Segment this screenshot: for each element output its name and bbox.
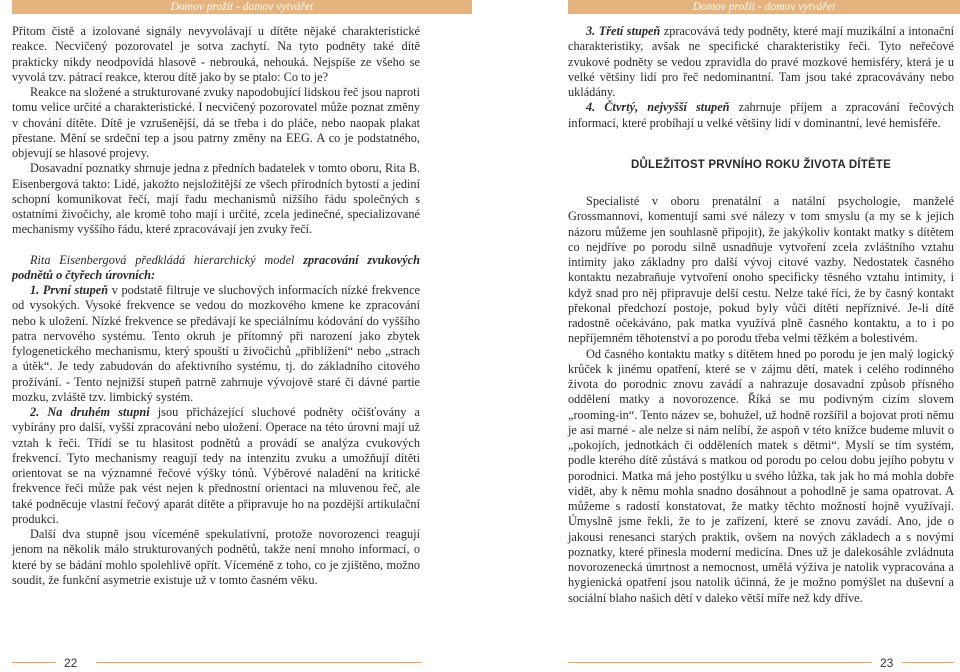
level-1-label: První stupeň <box>42 283 109 297</box>
level-1-number: 1. <box>30 283 43 297</box>
left-page <box>12 0 472 672</box>
left-running-header: Domov prožít - domov vytvářet <box>12 0 472 14</box>
left-footer-rule-right <box>96 662 422 663</box>
right-footer-rule-left <box>568 662 872 663</box>
left-footer-rule-left <box>12 662 56 663</box>
level-4-text: zahrnuje příjem a zpracování řečových informací, které probíhají u velké většiny lidí v dominantní, levé hemisféře. <box>568 100 954 130</box>
level-4-number: 4. <box>586 100 605 115</box>
section-heading: DŮLEŽITOST PRVNÍHO ROKU ŽIVOTA DÍTĚTE <box>631 158 891 171</box>
level-3-number: 3. <box>586 24 599 38</box>
level-2-paragraph <box>12 405 420 527</box>
level-2-label: Na druhém stupni <box>47 405 150 419</box>
level-2-text: jsou přicházející sluchové podněty očišťovány a vybírány pro další, vyšší zpracování nebo uložení. Operace na této úrovni mají už vztah k řeči. Třídí se tu hlasitost podnětů a provádí se analýza cvukových frekvencí. Tyto mechanismy reagují tedy na intenzitu zvuku a umožňují dítěti orientovat se na významné řečové výšky tónů. Výběrové naladění na kritické frekvence řeči může pak vést nejen k přednostní orientaci na mluvenou řeč, ale také podněcuje vlastní řečový aparát dítěte a připravuje ho na pozdější artikulační produkci. <box>12 405 420 526</box>
level-3-paragraph <box>568 24 954 100</box>
level-1-paragraph <box>12 283 420 405</box>
left-paragraph-last: Další dva stupně jsou víceméně spekulativní, protože novorozenci reagují jenom na několik málo strukturovaných podnětů, takže není mnoho informací, o které by se bádání mohlo spolehlivě opřít. Víceméně z toho, co je zjištěno, možno soudit, že funkční asymetrie existuje už v tomto časném věku. <box>12 527 420 587</box>
hierarchy-intro-emphasis: zpracování zvukových podnětů o čtyřech úrovních: <box>12 252 420 282</box>
right-paragraph-2: Od časného kontaktu matky s dítětem hned po porodu je jen malý logický krůček k jinému opatření, které se v zájmu dětí, matek i celého rodinného života do porodnic znovu zavádí a nahrazuje dosavadní způsob přísného oddělení matky a novorozence. Říká se mu podivným cizím slovem „rooming-in“. Tento název se, bohužel, už hodně rozšířil a bojovat proti němu je asi marné - ale nelze si nám nelíbí, že aspoň v této knížce budeme mluvit o „pokojích, jednotkách či odděleních matek s dětmi“. Myslí se tím systém, podle kterého dítě zůstává s matkou od porodu po celou dobu jejího pobytu v porodnici. Matka má jeho postýlku u svého lůžka, tak jak ho má mohla dobře vidět, aby k němu mohla snadno dosáhnout a pohodlně je sama opatrovat. A můžeme s radostí konstatovat, že matky těchto možností hojně využívají. Úmyslně jsme řekli, že to je zařízení, které se znovu zavádí. Ano, jde o jakousi renesanci starých praktik, ovšem na nových základech a s novými poznatky, které přinesla moderní medicína. Dnes už je dalekosáhle zvládnuta novorozenecká úmrtnost a nemocnost, umělá výživa je natolik vypracována a hygienická opatření jsou natolik účinná, že je možno pomýšlet na duševní a sociální blaho našich dětí v daleko větší míře než kdy dříve. <box>568 346 954 605</box>
left-paragraph-1: Přitom čistě a izolované signály nevyvolávají u dítěte nějaké charakteristické reakce. Necvičený pozorovatel je sotva zachytí. Na tyto podněty také dítě prakticky nikdy neodpovídá hlasově - nebrouká, nehouká. Nejspíše ze všeho se vyvolá tzv. pátrací reakce, kterou dítě jako by se ptalo: Co to je? <box>12 24 420 84</box>
level-4-paragraph <box>568 100 954 131</box>
level-3-text: zpracovává tedy podněty, které mají muzikální a intonační charakteristiky, avšak ne specifické charakteristiky řeči. Tyto neřečové zvukové podněty se vedou zpravidla do pravé mozkové hemisféry, která je u velké většiny lidí pro řeč nedominantní. Tam jsou také zpracovávány nebo ukládány. <box>568 24 955 99</box>
level-1-text: v podstatě filtruje ve sluchových informacích nízké frekvence od vysokých. Vysoké frekvence se vedou do mozkového kmene ke zpracování nebo k uložení. Nízké frekvence se předávají ke speciálnímu kódování do vyššího patra nervového systému. Tento okruh je přítomný při narození jako zbytek fylogenetického mechanismu, který spouští u živočichů „přiblížení“ nebo „strach a útěk“. Je tedy zabudován do afektivního systému, tj. do základního citového prožívání. - Tento nejnižší stupeň patrně zahrnuje vývojově staré či dávné partie mozku, zvláště tzv. limbický systém. <box>12 283 420 404</box>
right-text-column <box>568 24 954 606</box>
level-4-label: Čtvrtý, nejvyšší stupeň <box>604 100 730 115</box>
left-paragraph-3: Dosavadní poznatky shrnuje jedna z předních badatelek v tomto oboru, Rita B. Eisenbergová takto: Lidé, jakožto nejsložitější ze všech přírodních bytostí a jediní schopní komunikovat řečí, mají řadu mechanismů nižšího řádu společných s ostatními živočichy, ale kromě toho mají i určité, zcela jedinečné, specializované mechanismy vyššího řádu, které zpracovávají jen zvuky řečí. <box>12 161 420 237</box>
left-text-column <box>12 24 420 588</box>
right-footer-rule-right <box>902 662 954 663</box>
right-page <box>568 0 960 672</box>
level-2-number: 2. <box>30 405 48 419</box>
left-paragraph-2: Reakce na složené a strukturované zvuky napodobující lidskou řeč jsou naproti tomu velice určité a charakteristické. I necvičený pozorovatel může poznat změny v chování dítěte. Dítě je vzrušenější, dá se třeba i do pláče, nebo naopak plakat přestane. Mění se srdeční tep a jsou patrny změny na EEG. A co je podstatného, objevují se hlasové projevy. <box>12 85 420 160</box>
right-running-header: Domov prožít - domov vytvářet <box>568 0 960 14</box>
hierarchy-intro-lead: Rita Eisenbergová předkládá hierarchický model <box>30 252 304 267</box>
left-page-number: 22 <box>64 656 78 670</box>
right-paragraph-1: Specialisté v oboru prenatální a natální psychologie, manželé Grossmannovi, komentují sami své nálezy v tom smyslu (a my se k jejich názoru můžeme jen souhlasně připojit), že jakýkoliv kontakt matky s dítětem co nejdříve po porodu silně usnadňuje vytvoření zcela zvláštního vztahu intimity jako základny pro další vývoj citové vazby. Nedostatek časného kontaktu nezabraňuje vytvoření onoho specificky těsného vztahu intimity, i když snad pro něj připravuje delší cestu. Nelze také říci, že by časný kontakt překonal předchozí postoje, pokud byly vůči dítěti nepříznivé. Je-li dítě radostně očekáváno, pak matka využívá plně časného kontaktu, a to i po nepříjemném těhotenství a po porodu třeba velmi těžkém a bolestivém. <box>568 194 954 346</box>
left-hierarchy-intro <box>12 253 420 284</box>
level-3-label: Třetí stupeň <box>598 24 661 38</box>
right-page-number: 23 <box>880 656 894 670</box>
